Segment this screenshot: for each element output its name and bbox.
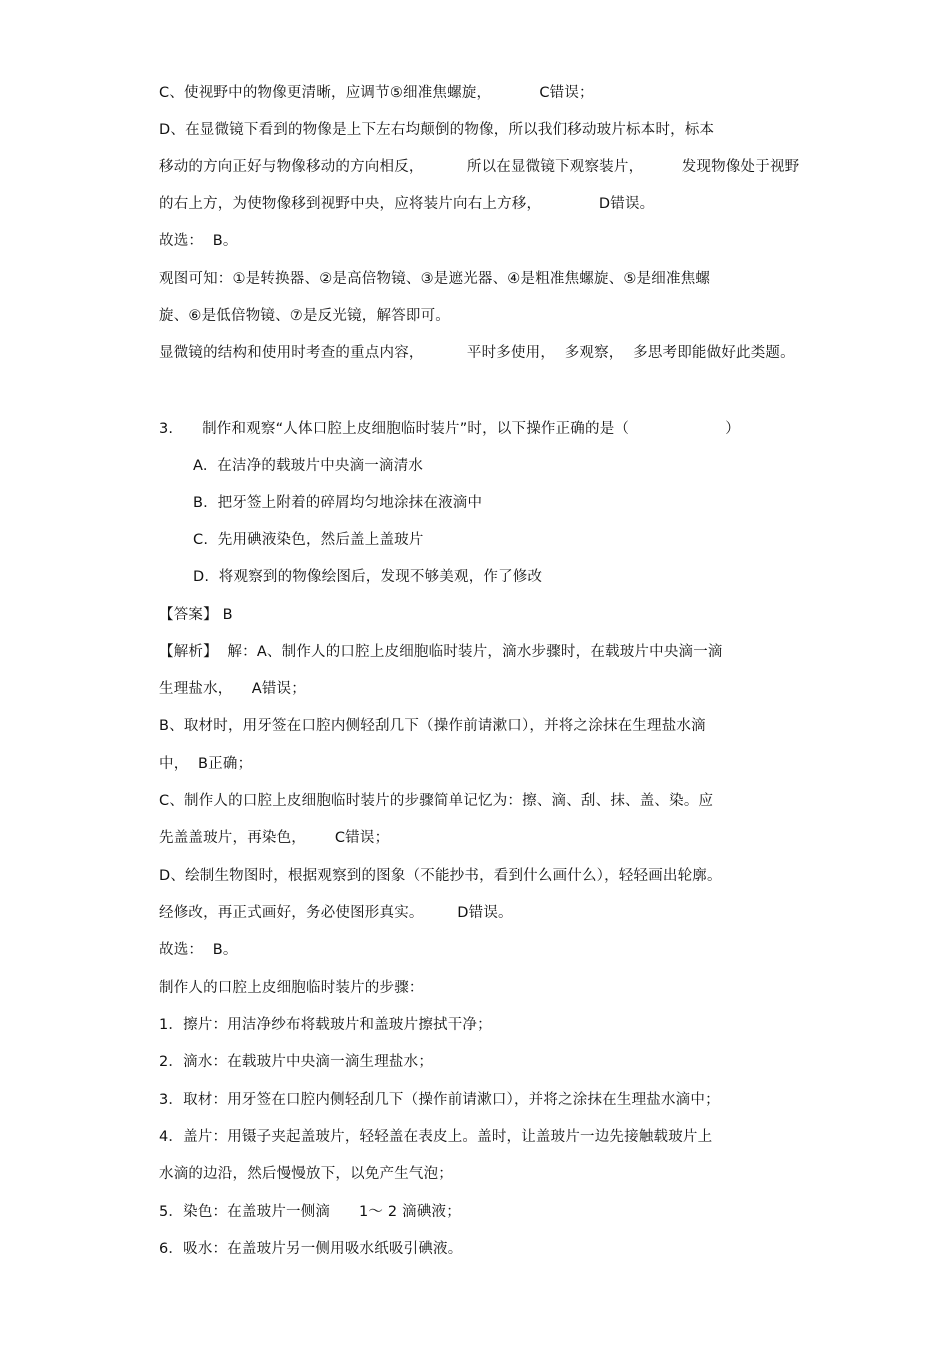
text-line: 生理盐水， A错误；	[159, 681, 306, 697]
step-item: 2．滴水：在载玻片中央滴一滴生理盐水；	[159, 1054, 434, 1070]
text-line: 旋、⑥是低倍物镜、⑦是反光镜，解答即可。	[159, 308, 450, 324]
option-a: A. 在洁净的载玻片中央滴一滴清水	[193, 458, 424, 474]
option-b: B. 把牙签上附着的碎屑均匀地涂抹在液滴中	[193, 495, 483, 511]
text-line: 故选： B。	[159, 233, 238, 249]
answer-line: 【答案】 B	[159, 607, 233, 623]
text-line: 先盖盖玻片，再染色， C错误；	[159, 830, 390, 846]
text-line: C、制作人的口腔上皮细胞临时装片的步骤简单记忆为：擦、滴、刮、抹、盖、染。应	[159, 793, 714, 809]
analysis-line: 【解析】 解：A、制作人的口腔上皮细胞临时装片，滴水步骤时，在载玻片中央滴一滴	[159, 644, 723, 660]
step-item: 4．盖片：用镊子夹起盖玻片，轻轻盖在表皮上。盖时，让盖玻片一边先接触载玻片上	[159, 1129, 713, 1145]
text-line: 显微镜的结构和使用时考查的重点内容， 平时多使用， 多观察， 多思考即能做好此类题。	[159, 345, 795, 361]
step-item-continued: 水滴的边沿，然后慢慢放下，以免产生气泡；	[159, 1166, 453, 1182]
question-3: 3. 制作和观察“人体口腔上皮细胞临时装片”时，以下操作正确的是（ ）	[159, 421, 740, 437]
step-item: 1．擦片：用洁净纱布将载玻片和盖玻片擦拭干净；	[159, 1017, 492, 1033]
text-line: 经修改，再正式画好，务必使图形真实。 D错误。	[159, 905, 513, 921]
step-item: 5．染色：在盖玻片一侧滴 1～ 2 滴碘液；	[159, 1204, 461, 1220]
text-line: 制作人的口腔上皮细胞临时装片的步骤：	[159, 980, 424, 996]
text-line: D、在显微镜下看到的物像是上下左右均颠倒的物像，所以我们移动玻片标本时，标本	[159, 122, 715, 138]
text-line: B、取材时，用牙签在口腔内侧轻刮几下（操作前请漱口），并将之涂抹在生理盐水滴	[159, 718, 706, 734]
text-line: 移动的方向正好与物像移动的方向相反， 所以在显微镜下观察装片， 发现物像处于视野	[159, 159, 800, 175]
text-line: D、绘制生物图时，根据观察到的图象（不能抄书，看到什么画什么），轻轻画出轮廓。	[159, 868, 722, 884]
text-line: 故选： B。	[159, 942, 238, 958]
step-item: 3．取材：用牙签在口腔内侧轻刮几下（操作前请漱口），并将之涂抹在生理盐水滴中；	[159, 1092, 720, 1108]
text-line: 的右上方，为使物像移到视野中央，应将装片向右上方移， D错误。	[159, 196, 655, 212]
text-line: C、使视野中的物像更清晰，应调节⑤细准焦螺旋， C错误；	[159, 85, 594, 101]
text-line: 中， B正确；	[159, 756, 253, 772]
option-c: C. 先用碘液染色，然后盖上盖玻片	[193, 532, 424, 548]
step-item: 6．吸水：在盖玻片另一侧用吸水纸吸引碘液。	[159, 1241, 463, 1257]
text-line: 观图可知：①是转换器、②是高倍物镜、③是遮光器、④是粗准焦螺旋、⑤是细准焦螺	[159, 271, 711, 287]
option-d: D. 将观察到的物像绘图后，发现不够美观，作了修改	[193, 569, 543, 585]
